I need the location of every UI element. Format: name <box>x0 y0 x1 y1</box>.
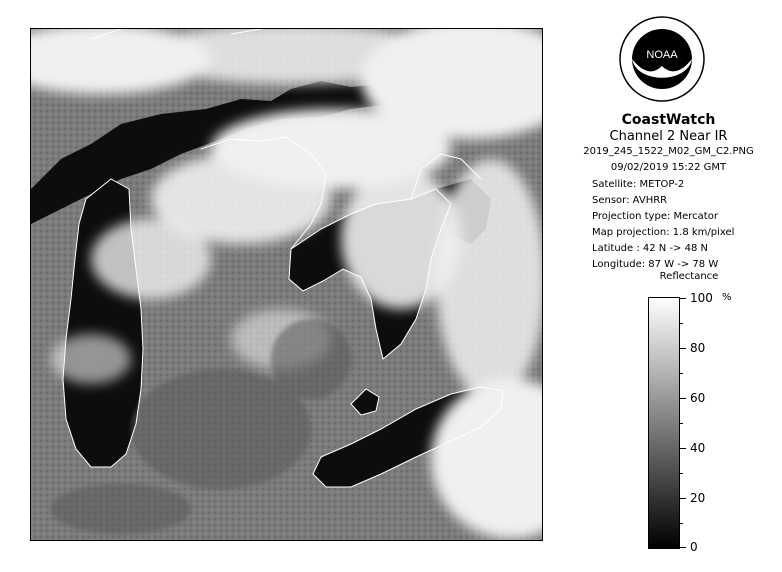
colorbar-minor-tick <box>680 523 683 524</box>
product-title: CoastWatch <box>621 112 716 128</box>
satellite-info: Satellite: METOP-2 <box>592 179 685 190</box>
colorbar-tick-label: 80 <box>690 341 706 355</box>
colorbar-tick-label: 100 <box>690 291 713 305</box>
acquisition-datetime: 09/02/2019 15:22 GMT <box>610 162 727 173</box>
projection-type-info: Projection type: Mercator <box>592 211 718 222</box>
colorbar-minor-tick <box>680 423 683 424</box>
longitude-info: Longitude: 87 W -> 78 W <box>592 259 719 270</box>
image-filename: 2019_245_1522_M02_GM_C2.PNG <box>583 146 754 157</box>
colorbar-minor-tick <box>680 323 683 324</box>
colorbar-tick <box>680 348 686 349</box>
colorbar-tick-label: 0 <box>690 540 698 554</box>
colorbar-unit: % <box>722 292 732 303</box>
colorbar-minor-tick <box>680 473 683 474</box>
colorbar-tick <box>680 498 686 499</box>
colorbar-minor-tick <box>680 373 683 374</box>
colorbar-tick <box>680 547 686 548</box>
channel-subtitle: Channel 2 Near IR <box>609 129 728 144</box>
noaa-logo-text: NOAA <box>646 49 678 61</box>
satellite-image <box>30 28 543 541</box>
latitude-info: Latitude : 42 N -> 48 N <box>592 243 708 254</box>
colorbar-tick <box>680 398 686 399</box>
colorbar <box>648 297 680 549</box>
colorbar-label: Reflectance <box>659 271 719 282</box>
colorbar-tick-label: 20 <box>690 491 706 505</box>
sensor-info: Sensor: AVHRR <box>592 195 668 206</box>
colorbar-tick <box>680 448 686 449</box>
map-projection-info: Map projection: 1.8 km/pixel <box>592 227 735 238</box>
noaa-logo <box>619 16 705 102</box>
colorbar-tick-label: 40 <box>690 441 706 455</box>
colorbar-tick-label: 60 <box>690 391 706 405</box>
colorbar-tick <box>680 298 686 299</box>
